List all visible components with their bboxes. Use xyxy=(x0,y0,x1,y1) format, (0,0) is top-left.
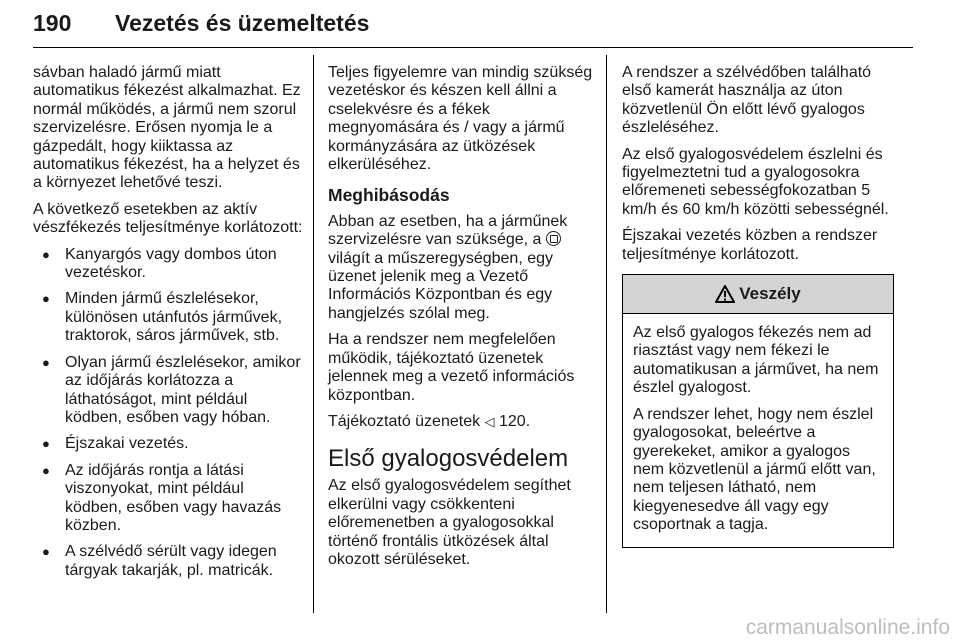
limitations-list xyxy=(33,246,303,581)
paragraph: A rendszer a szélvédőben található első kamerát használja az úton közvetlenül Ön előtt lévő gyalogos észleléséhez. xyxy=(622,64,872,137)
list-item: ● Az időjárás rontja a látási viszonyokat, mint például ködben, esőben vagy havazás közben. xyxy=(33,462,303,536)
column-divider xyxy=(313,55,314,613)
warning-box xyxy=(622,274,894,547)
list-item: ● A szélvédő sérült vagy idegen tárgyak takarják, pl. matricák. xyxy=(33,543,303,580)
text-span: Abban az esetben, ha a járműnek szervizelésre van szüksége, a xyxy=(328,212,568,249)
subheading-malfunction: Meghibásodás xyxy=(328,185,450,206)
column-left xyxy=(33,64,303,588)
list-item: ● Olyan jármű észlelésekor, amikor az időjárás korlátozza a láthatóságot, mint például ködben, esőben vagy hóban. xyxy=(33,354,303,428)
paragraph: A következő esetekben az aktív vészfékezés teljesítménye korlátozott: xyxy=(33,200,303,237)
paragraph: A rendszer lehet, hogy nem észlel gyalogosokat, beleértve a gyerekeket, amikor a gyalogos nem közvetlenül a jármű előtt van, nem teljesen látható, nem kiegyenesedve áll vagy egy csoportnak a tagja. xyxy=(633,405,876,534)
paragraph: Éjszakai vezetés közben a rendszer teljesítménye korlátozott. xyxy=(622,227,878,263)
service-vehicle-lamp-icon xyxy=(546,231,561,246)
page-header xyxy=(33,10,913,44)
column-middle xyxy=(328,64,596,577)
paragraph xyxy=(328,413,596,431)
list-item: ● Kanyargós vagy dombos úton vezetéskor. xyxy=(33,246,303,283)
column-divider xyxy=(606,55,607,613)
warning-title: Veszély xyxy=(739,283,801,303)
text-span: világít a műszeregységben, egy üzenet jelenik meg a Vezető Információs Központban és egy hangjelzés szólal meg. xyxy=(328,249,554,322)
header-rule xyxy=(33,47,913,48)
chapter-title: Vezetés és üzemeltetés xyxy=(115,10,370,36)
warning-body xyxy=(623,314,893,546)
list-item: ● Éjszakai vezetés. xyxy=(33,435,303,453)
text-span: Tájékoztató üzenetek xyxy=(328,412,481,430)
paragraph: Az első gyalogos fékezés nem ad riasztást vagy nem fékezi le automatikusan a járművet, ha nem észlel gyalogost. xyxy=(633,324,879,397)
section-title: Első gyalogosvédelem xyxy=(328,445,569,473)
warning-header xyxy=(623,275,893,314)
reference-arrow-icon[interactable]: ◁ xyxy=(484,413,495,429)
list-item: ● Minden jármű észlelésekor, különösen utánfutós járművek, traktorok, sáros járművek, stb. xyxy=(33,290,303,345)
paragraph xyxy=(328,213,596,323)
paragraph: Az első gyalogosvédelem segíthet elkerülni vagy csökkenteni előremenetben a gyalogosokkal történő frontális ütközések által okozott sérüléseket. xyxy=(328,477,571,568)
page-reference-link[interactable]: 120. xyxy=(499,412,531,430)
warning-triangle-icon xyxy=(715,285,735,303)
paragraph: Teljes figyelemre van mindig szükség vezetéskor és készen kell állni a cselekvésre és a fékek megnyomására és / vagy a jármű kormányzására az ütközések elkerüléséhez. xyxy=(328,64,593,174)
column-right xyxy=(622,64,894,548)
paragraph: Ha a rendszer nem megfelelően működik, tájékoztató üzenetek jelennek meg a vezető információs központban. xyxy=(328,331,575,404)
paragraph: Az első gyalogosvédelem észlelni és figyelmeztetni tud a gyalogosokra előremeneti sebességfokozatban 5 km/h és 60 km/h közötti sebességnél. xyxy=(622,145,889,218)
page-number: 190 xyxy=(33,10,72,36)
watermark: carmanualsonline.info xyxy=(745,616,950,639)
paragraph: sávban haladó jármű miatt automatikus fékezést alkalmazhat. Ez normál működés, a jármű nem szorul szervizelésre. Erősen nyomja le a gázpedált, hogy kiiktassa az automatikus fékezést, ha a helyzet és a környezet lehetővé teszi. xyxy=(33,64,301,192)
